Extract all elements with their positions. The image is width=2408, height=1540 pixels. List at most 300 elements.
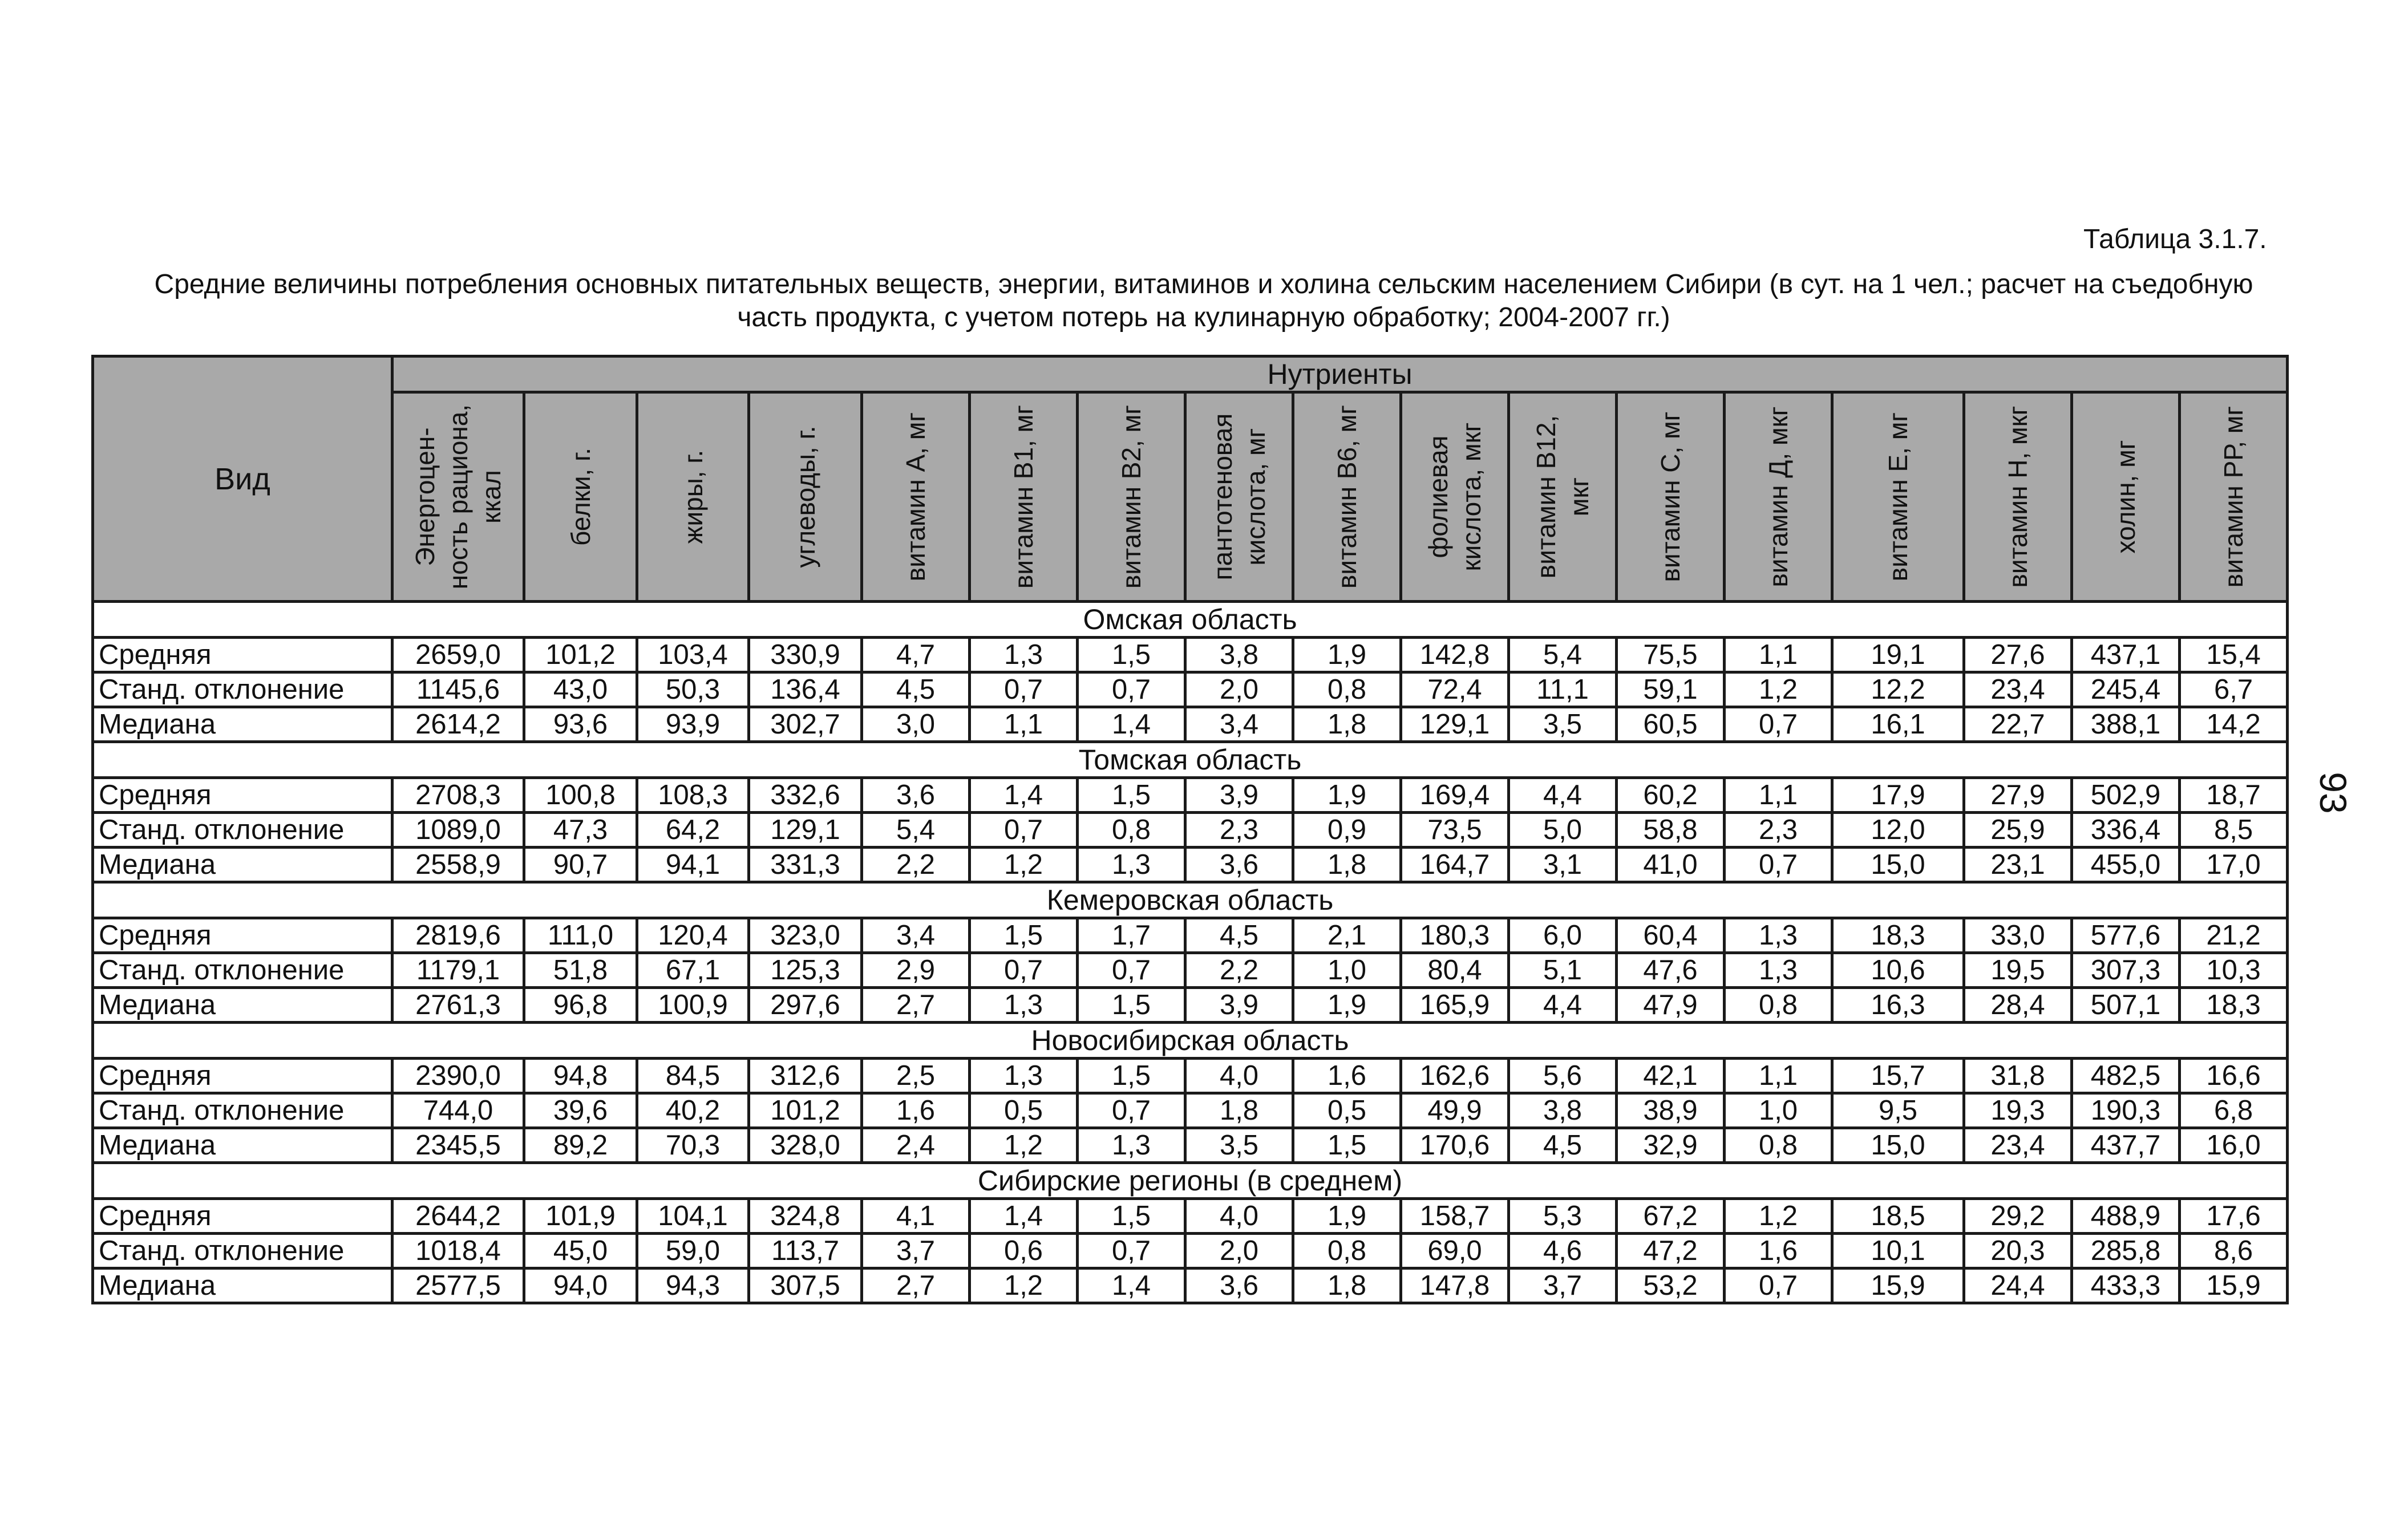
table-cell: 94,0 [524, 1269, 637, 1303]
column-header [862, 392, 970, 602]
column-header [2072, 392, 2180, 602]
table-cell: 15,0 [1832, 1128, 1964, 1163]
table-cell: 1,6 [862, 1093, 970, 1128]
column-header-label: витамин А, мг [901, 412, 930, 582]
row-label: Средняя [93, 778, 392, 813]
table-row [93, 1269, 2288, 1303]
column-header [749, 392, 862, 602]
table-cell: 10,6 [1832, 953, 1964, 988]
table-cell: 0,8 [1078, 813, 1185, 848]
column-header-label: холин, мг [2111, 440, 2140, 554]
table-cell: 2,1 [1293, 918, 1401, 953]
table-cell: 158,7 [1401, 1199, 1509, 1234]
table-cell: 60,2 [1617, 778, 1725, 813]
table-cell: 3,4 [1185, 707, 1293, 742]
table-cell: 96,8 [524, 988, 637, 1023]
column-header [392, 392, 524, 602]
region-row [93, 742, 2288, 778]
column-header-label: витамин Д, мкг [1763, 406, 1793, 587]
column-header-label: пантотеновая кислота, мг [1208, 413, 1270, 581]
table-cell: 72,4 [1401, 672, 1509, 707]
table-cell: 4,0 [1185, 1199, 1293, 1234]
table-cell: 89,2 [524, 1128, 637, 1163]
table-cell: 60,5 [1617, 707, 1725, 742]
table-cell: 23,4 [1964, 1128, 2072, 1163]
table-cell: 0,8 [1725, 1128, 1832, 1163]
table-cell: 75,5 [1617, 638, 1725, 672]
table-cell: 100,8 [524, 778, 637, 813]
region-title: Кемеровская область [93, 882, 2288, 918]
row-label: Медиана [93, 988, 392, 1023]
table-cell: 2,0 [1185, 1234, 1293, 1269]
column-header [1617, 392, 1725, 602]
table-cell: 38,9 [1617, 1093, 1725, 1128]
row-label: Станд. отклонение [93, 672, 392, 707]
region-row [93, 882, 2288, 918]
table-cell: 94,1 [637, 848, 749, 882]
table-cell: 455,0 [2072, 848, 2180, 882]
table-cell: 5,4 [1509, 638, 1617, 672]
column-header [970, 392, 1078, 602]
table-cell: 0,7 [1725, 1269, 1832, 1303]
table-cell: 2390,0 [392, 1059, 524, 1093]
table-cell: 3,6 [1185, 848, 1293, 882]
table-cell: 1,8 [1293, 848, 1401, 882]
table-cell: 1,2 [970, 1128, 1078, 1163]
table-cell: 12,0 [1832, 813, 1964, 848]
table-cell: 15,9 [2180, 1269, 2288, 1303]
table-cell: 5,3 [1509, 1199, 1617, 1234]
table-cell: 1,8 [1185, 1093, 1293, 1128]
table-cell: 1,2 [1725, 1199, 1832, 1234]
table-header [93, 356, 2288, 602]
table-cell: 6,7 [2180, 672, 2288, 707]
table-cell: 4,5 [862, 672, 970, 707]
table-cell: 94,8 [524, 1059, 637, 1093]
table-cell: 19,3 [1964, 1093, 2072, 1128]
table-cell: 25,9 [1964, 813, 2072, 848]
table-cell: 1,3 [1078, 848, 1185, 882]
table-cell: 93,6 [524, 707, 637, 742]
table-cell: 31,8 [1964, 1059, 2072, 1093]
table-cell: 1,1 [1725, 638, 1832, 672]
table-cell: 4,4 [1509, 778, 1617, 813]
table-cell: 27,6 [1964, 638, 2072, 672]
table-cell: 437,7 [2072, 1128, 2180, 1163]
table-cell: 507,1 [2072, 988, 2180, 1023]
table-cell: 2614,2 [392, 707, 524, 742]
table-row [93, 638, 2288, 672]
table-body [93, 602, 2288, 1303]
table-cell: 17,0 [2180, 848, 2288, 882]
table-row [93, 778, 2288, 813]
table-cell: 6,0 [1509, 918, 1617, 953]
column-header [1509, 392, 1617, 602]
table-cell: 8,5 [2180, 813, 2288, 848]
table-cell: 3,6 [1185, 1269, 1293, 1303]
table-cell: 23,1 [1964, 848, 2072, 882]
table-cell: 3,6 [862, 778, 970, 813]
table-cell: 0,8 [1293, 1234, 1401, 1269]
table-cell: 93,9 [637, 707, 749, 742]
table-cell: 18,3 [2180, 988, 2288, 1023]
table-cell: 3,1 [1509, 848, 1617, 882]
table-row [93, 988, 2288, 1023]
table-cell: 190,3 [2072, 1093, 2180, 1128]
table-cell: 4,6 [1509, 1234, 1617, 1269]
table-cell: 2,2 [1185, 953, 1293, 988]
table-cell: 0,7 [970, 672, 1078, 707]
table-cell: 3,9 [1185, 988, 1293, 1023]
table-cell: 1,5 [1078, 988, 1185, 1023]
table-cell: 100,9 [637, 988, 749, 1023]
table-cell: 2708,3 [392, 778, 524, 813]
table-cell: 1,7 [1078, 918, 1185, 953]
table-cell: 136,4 [749, 672, 862, 707]
table-cell: 1,6 [1725, 1234, 1832, 1269]
table-cell: 0,7 [970, 953, 1078, 988]
table-cell: 0,8 [1725, 988, 1832, 1023]
table-cell: 1,3 [970, 638, 1078, 672]
table-cell: 6,8 [2180, 1093, 2288, 1128]
table-cell: 0,9 [1293, 813, 1401, 848]
table-cell: 14,2 [2180, 707, 2288, 742]
table-cell: 15,9 [1832, 1269, 1964, 1303]
table-cell: 3,8 [1185, 638, 1293, 672]
table-cell: 47,3 [524, 813, 637, 848]
table-cell: 1,0 [1725, 1093, 1832, 1128]
table-cell: 1,9 [1293, 638, 1401, 672]
region-title: Томская область [93, 742, 2288, 778]
table-cell: 1,2 [970, 1269, 1078, 1303]
table-cell: 50,3 [637, 672, 749, 707]
table-cell: 47,6 [1617, 953, 1725, 988]
table-cell: 24,4 [1964, 1269, 2072, 1303]
nutrient-table [91, 355, 2289, 1304]
table-cell: 1,1 [970, 707, 1078, 742]
table-cell: 1,6 [1293, 1059, 1401, 1093]
table-cell: 5,4 [862, 813, 970, 848]
table-cell: 47,2 [1617, 1234, 1725, 1269]
table-cell: 1,1 [1725, 1059, 1832, 1093]
table-row [93, 918, 2288, 953]
table-cell: 17,6 [2180, 1199, 2288, 1234]
table-cell: 3,0 [862, 707, 970, 742]
header-row-columns [93, 392, 2288, 602]
table-cell: 3,4 [862, 918, 970, 953]
table-row [93, 707, 2288, 742]
table-cell: 1,5 [970, 918, 1078, 953]
table-cell: 433,3 [2072, 1269, 2180, 1303]
table-cell: 125,3 [749, 953, 862, 988]
table-caption: Средние величины потребления основных питательных веществ, энергии, витаминов и холина сельским населением Сибири (в сут. на 1 чел.; расчет на съедобную часть продукта, с учетом потерь на кулинарную обработку; 2004-2007 гг.) [154, 269, 2253, 333]
table-cell: 2,7 [862, 1269, 970, 1303]
table-cell: 0,8 [1293, 672, 1401, 707]
table-cell: 104,1 [637, 1199, 749, 1234]
table-cell: 437,1 [2072, 638, 2180, 672]
table-cell: 2,2 [862, 848, 970, 882]
column-header-label: белки, г. [565, 447, 596, 546]
table-cell: 58,8 [1617, 813, 1725, 848]
table-cell: 40,2 [637, 1093, 749, 1128]
table-cell: 2644,2 [392, 1199, 524, 1234]
table-cell: 164,7 [1401, 848, 1509, 882]
table-cell: 1,3 [970, 1059, 1078, 1093]
table-cell: 331,3 [749, 848, 862, 882]
table-cell: 0,7 [1078, 953, 1185, 988]
table-cell: 2819,6 [392, 918, 524, 953]
table-cell: 5,0 [1509, 813, 1617, 848]
table-cell: 0,7 [1078, 672, 1185, 707]
table-cell: 19,5 [1964, 953, 2072, 988]
table-cell: 180,3 [1401, 918, 1509, 953]
column-header-label: витамин В2, мг [1116, 405, 1146, 589]
nutrients-group-header: Нутриенты [392, 356, 2288, 392]
table-cell: 1,5 [1078, 1059, 1185, 1093]
column-header-label: углеводы, г. [790, 425, 820, 568]
column-header-label: витамин Н, мкг [2003, 406, 2033, 588]
column-header-label: витамин В1, мг [1009, 405, 1038, 589]
table-cell: 22,7 [1964, 707, 2072, 742]
table-cell: 0,5 [970, 1093, 1078, 1128]
region-title: Сибирские регионы (в среднем) [93, 1163, 2288, 1199]
table-cell: 1,9 [1293, 1199, 1401, 1234]
table-cell: 51,8 [524, 953, 637, 988]
table-cell: 49,9 [1401, 1093, 1509, 1128]
table-cell: 39,6 [524, 1093, 637, 1128]
table-cell: 16,6 [2180, 1059, 2288, 1093]
table-cell: 170,6 [1401, 1128, 1509, 1163]
table-cell: 4,1 [862, 1199, 970, 1234]
table-cell: 15,7 [1832, 1059, 1964, 1093]
table-cell: 10,1 [1832, 1234, 1964, 1269]
vid-header: Вид [93, 356, 392, 602]
column-header [1401, 392, 1509, 602]
table-cell: 59,1 [1617, 672, 1725, 707]
row-label: Медиана [93, 848, 392, 882]
column-header [524, 392, 637, 602]
table-cell: 1,8 [1293, 1269, 1401, 1303]
table-cell: 16,1 [1832, 707, 1964, 742]
region-title: Омская область [93, 602, 2288, 638]
table-cell: 42,1 [1617, 1059, 1725, 1093]
table-cell: 3,9 [1185, 778, 1293, 813]
table-cell: 1,3 [1078, 1128, 1185, 1163]
column-header [1725, 392, 1832, 602]
table-cell: 60,4 [1617, 918, 1725, 953]
table-cell: 1,5 [1293, 1128, 1401, 1163]
table-cell: 47,9 [1617, 988, 1725, 1023]
table-cell: 84,5 [637, 1059, 749, 1093]
table-cell: 1,4 [1078, 707, 1185, 742]
table-cell: 0,5 [1293, 1093, 1401, 1128]
table-cell: 19,1 [1832, 638, 1964, 672]
table-cell: 10,3 [2180, 953, 2288, 988]
table-cell: 245,4 [2072, 672, 2180, 707]
table-cell: 2659,0 [392, 638, 524, 672]
table-cell: 4,5 [1509, 1128, 1617, 1163]
table-cell: 2,4 [862, 1128, 970, 1163]
table-cell: 1018,4 [392, 1234, 524, 1269]
table-cell: 165,9 [1401, 988, 1509, 1023]
table-cell: 302,7 [749, 707, 862, 742]
table-cell: 332,6 [749, 778, 862, 813]
table-cell: 12,2 [1832, 672, 1964, 707]
table-cell: 18,3 [1832, 918, 1964, 953]
table-cell: 113,7 [749, 1234, 862, 1269]
table-cell: 744,0 [392, 1093, 524, 1128]
table-number: Таблица 3.1.7. [2083, 224, 2267, 254]
table-cell: 2577,5 [392, 1269, 524, 1303]
column-header [2180, 392, 2288, 602]
table-cell: 488,9 [2072, 1199, 2180, 1234]
table-cell: 11,1 [1509, 672, 1617, 707]
table-cell: 324,8 [749, 1199, 862, 1234]
table-cell: 53,2 [1617, 1269, 1725, 1303]
page-number: 93 [2312, 772, 2354, 814]
table-cell: 32,9 [1617, 1128, 1725, 1163]
table-cell: 1,2 [1725, 672, 1832, 707]
table-cell: 67,2 [1617, 1199, 1725, 1234]
table-cell: 328,0 [749, 1128, 862, 1163]
table-cell: 388,1 [2072, 707, 2180, 742]
table-cell: 90,7 [524, 848, 637, 882]
table-cell: 297,6 [749, 988, 862, 1023]
table-cell: 1,3 [1725, 918, 1832, 953]
table-cell: 15,4 [2180, 638, 2288, 672]
table-cell: 59,0 [637, 1234, 749, 1269]
table-cell: 147,8 [1401, 1269, 1509, 1303]
table-cell: 73,5 [1401, 813, 1509, 848]
table-row [93, 1128, 2288, 1163]
table-cell: 16,0 [2180, 1128, 2288, 1163]
table-cell: 4,7 [862, 638, 970, 672]
table-cell: 2,7 [862, 988, 970, 1023]
table-cell: 29,2 [1964, 1199, 2072, 1234]
table-cell: 0,7 [970, 813, 1078, 848]
table-cell: 4,0 [1185, 1059, 1293, 1093]
row-label: Средняя [93, 1199, 392, 1234]
column-header [637, 392, 749, 602]
table-cell: 33,0 [1964, 918, 2072, 953]
row-label: Станд. отклонение [93, 1093, 392, 1128]
table-cell: 64,2 [637, 813, 749, 848]
table-cell: 103,4 [637, 638, 749, 672]
table-cell: 2,5 [862, 1059, 970, 1093]
table-cell: 3,7 [1509, 1269, 1617, 1303]
column-header [1832, 392, 1964, 602]
table-row [93, 1199, 2288, 1234]
table-cell: 2,0 [1185, 672, 1293, 707]
table-cell: 20,3 [1964, 1234, 2072, 1269]
table-cell: 111,0 [524, 918, 637, 953]
table-cell: 3,8 [1509, 1093, 1617, 1128]
table-cell: 307,5 [749, 1269, 862, 1303]
region-row [93, 602, 2288, 638]
row-label: Медиана [93, 1128, 392, 1163]
region-row [93, 1023, 2288, 1059]
header-row-group [93, 356, 2288, 392]
table-cell: 2,3 [1185, 813, 1293, 848]
table-cell: 108,3 [637, 778, 749, 813]
table-cell: 330,9 [749, 638, 862, 672]
table-cell: 3,7 [862, 1234, 970, 1269]
table-cell: 1,1 [1725, 778, 1832, 813]
column-header [1078, 392, 1185, 602]
table-cell: 1,5 [1078, 778, 1185, 813]
table-cell: 285,8 [2072, 1234, 2180, 1269]
table-row [93, 1234, 2288, 1269]
table-row [93, 1059, 2288, 1093]
table-cell: 1,9 [1293, 988, 1401, 1023]
table-cell: 336,4 [2072, 813, 2180, 848]
column-header-label: витамин РР, мг [2219, 406, 2249, 588]
table-cell: 1,3 [1725, 953, 1832, 988]
table-cell: 0,7 [1078, 1093, 1185, 1128]
table-cell: 2761,3 [392, 988, 524, 1023]
table-cell: 502,9 [2072, 778, 2180, 813]
table-cell: 21,2 [2180, 918, 2288, 953]
table-cell: 2,3 [1725, 813, 1832, 848]
table-cell: 129,1 [749, 813, 862, 848]
row-label: Станд. отклонение [93, 1234, 392, 1269]
table-cell: 169,4 [1401, 778, 1509, 813]
table-cell: 3,5 [1509, 707, 1617, 742]
table-cell: 18,5 [1832, 1199, 1964, 1234]
table-cell: 5,1 [1509, 953, 1617, 988]
column-header-label: фолиевая кислота, мкг [1423, 422, 1486, 572]
table-cell: 1,4 [970, 778, 1078, 813]
table-cell: 307,3 [2072, 953, 2180, 988]
column-header-label: витамин В12, мкг [1531, 415, 1594, 579]
table-cell: 4,5 [1185, 918, 1293, 953]
table-cell: 1,8 [1293, 707, 1401, 742]
table-cell: 0,7 [1725, 848, 1832, 882]
column-header-label: Энергоцен-ность рациона, ккал [410, 404, 506, 590]
table-cell: 1,4 [1078, 1269, 1185, 1303]
table-cell: 577,6 [2072, 918, 2180, 953]
row-label: Средняя [93, 918, 392, 953]
column-header [1293, 392, 1401, 602]
table-cell: 8,6 [2180, 1234, 2288, 1269]
table-cell: 0,7 [1078, 1234, 1185, 1269]
column-header-label: жиры, г. [678, 449, 708, 544]
table-cell: 0,7 [1725, 707, 1832, 742]
table-cell: 1,4 [970, 1199, 1078, 1234]
table-cell: 16,3 [1832, 988, 1964, 1023]
table-row [93, 953, 2288, 988]
table-cell: 2345,5 [392, 1128, 524, 1163]
table-cell: 4,4 [1509, 988, 1617, 1023]
table-cell: 9,5 [1832, 1093, 1964, 1128]
column-header [1964, 392, 2072, 602]
table-cell: 1,5 [1078, 638, 1185, 672]
table-cell: 43,0 [524, 672, 637, 707]
table-cell: 482,5 [2072, 1059, 2180, 1093]
table-cell: 0,6 [970, 1234, 1078, 1269]
table-cell: 1,3 [970, 988, 1078, 1023]
table-cell: 18,7 [2180, 778, 2288, 813]
table-cell: 70,3 [637, 1128, 749, 1163]
row-label: Средняя [93, 638, 392, 672]
table-cell: 41,0 [1617, 848, 1725, 882]
table-cell: 1089,0 [392, 813, 524, 848]
table-row [93, 1093, 2288, 1128]
row-label: Средняя [93, 1059, 392, 1093]
table-cell: 1,0 [1293, 953, 1401, 988]
column-header-label: витамин С, мг [1656, 411, 1685, 582]
table-cell: 28,4 [1964, 988, 2072, 1023]
